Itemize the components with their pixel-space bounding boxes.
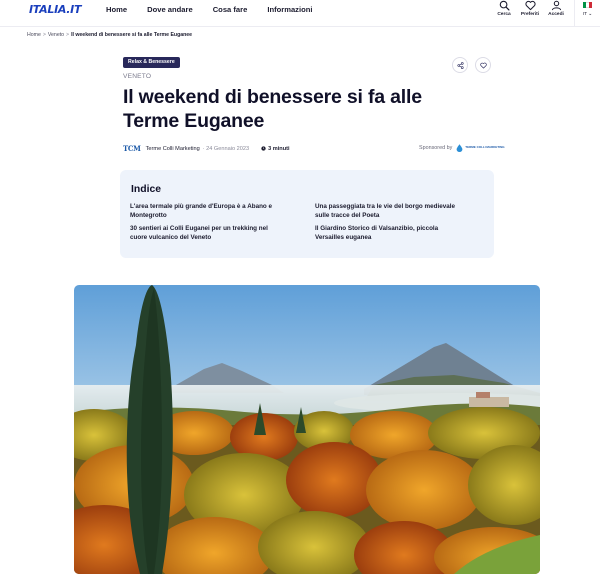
main-nav <box>106 5 332 14</box>
site-logo[interactable]: ITALIA.IT <box>29 3 82 16</box>
table-of-contents <box>120 170 494 258</box>
toc-title: Indice <box>131 184 162 195</box>
article-meta <box>123 144 290 153</box>
nav-home[interactable]: Home <box>106 5 128 14</box>
toc-item[interactable]: 30 sentieri ai Colli Euganei per un trekking nel cuore vulcanico del Veneto <box>130 225 268 241</box>
login-label: Accedi <box>548 12 564 17</box>
article-region: VENETO <box>123 73 152 80</box>
category-tag[interactable]: Relax & Benessere <box>123 57 180 68</box>
nav-informazioni[interactable]: Informazioni <box>267 5 313 14</box>
language-label: IT ⌄ <box>582 12 593 17</box>
breadcrumb-current: Il weekend di benessere si fa alle Terme Euganee <box>71 32 193 38</box>
author-name[interactable]: Terme Colli Marketing <box>145 145 200 152</box>
sponsor-logo-text: TERME COLLI MARKETING <box>465 145 505 150</box>
breadcrumb <box>27 32 192 38</box>
site-header <box>0 0 600 27</box>
toc-item[interactable]: L'area termale più grande d'Europa è a Abano e Montegrotto <box>130 203 273 219</box>
page-title: Il weekend di benessere si fa alle Terme Euganee <box>123 86 422 132</box>
share-icon <box>457 62 464 69</box>
share-button[interactable] <box>452 57 468 73</box>
user-icon <box>551 0 562 11</box>
toc-item[interactable]: Una passeggiata tra le vie del borgo medievale sulle tracce del Poeta <box>315 203 455 219</box>
italy-flag-icon <box>583 2 592 8</box>
landscape-photo <box>74 285 540 574</box>
favorite-article-button[interactable] <box>475 57 491 73</box>
clock-icon <box>261 146 266 151</box>
breadcrumb-separator: > <box>42 32 46 38</box>
sponsored-label: Sponsored by <box>419 145 453 151</box>
nav-cosa-fare[interactable]: Cosa fare <box>212 5 248 14</box>
heart-icon <box>525 0 536 11</box>
water-drop-icon <box>456 144 463 152</box>
toc-item[interactable]: Il Giardino Storico di Valsanzibio, piccola Versailles euganea <box>315 225 439 241</box>
breadcrumb-separator: > <box>66 32 70 38</box>
search-button[interactable] <box>491 0 517 26</box>
search-label: Cerca <box>497 12 511 17</box>
breadcrumb-home[interactable]: Home <box>27 32 41 38</box>
breadcrumb-veneto[interactable]: Veneto <box>47 32 65 38</box>
read-time-value: 3 minuti <box>268 145 290 152</box>
favorites-button[interactable] <box>517 0 543 26</box>
language-selector[interactable] <box>574 0 600 26</box>
hero-image <box>74 285 540 574</box>
author-logo: TCM <box>123 144 141 153</box>
search-icon <box>499 0 510 11</box>
publish-date: · 24 Gennaio 2023 <box>202 145 250 152</box>
read-time <box>261 146 289 152</box>
sponsor-logo[interactable] <box>456 144 505 152</box>
nav-dove-andare[interactable]: Dove andare <box>147 5 193 14</box>
heart-icon <box>480 62 487 69</box>
header-tools <box>491 0 600 26</box>
login-button[interactable] <box>543 0 569 26</box>
favorites-label: Preferiti <box>520 12 540 17</box>
sponsored-by <box>419 144 505 152</box>
